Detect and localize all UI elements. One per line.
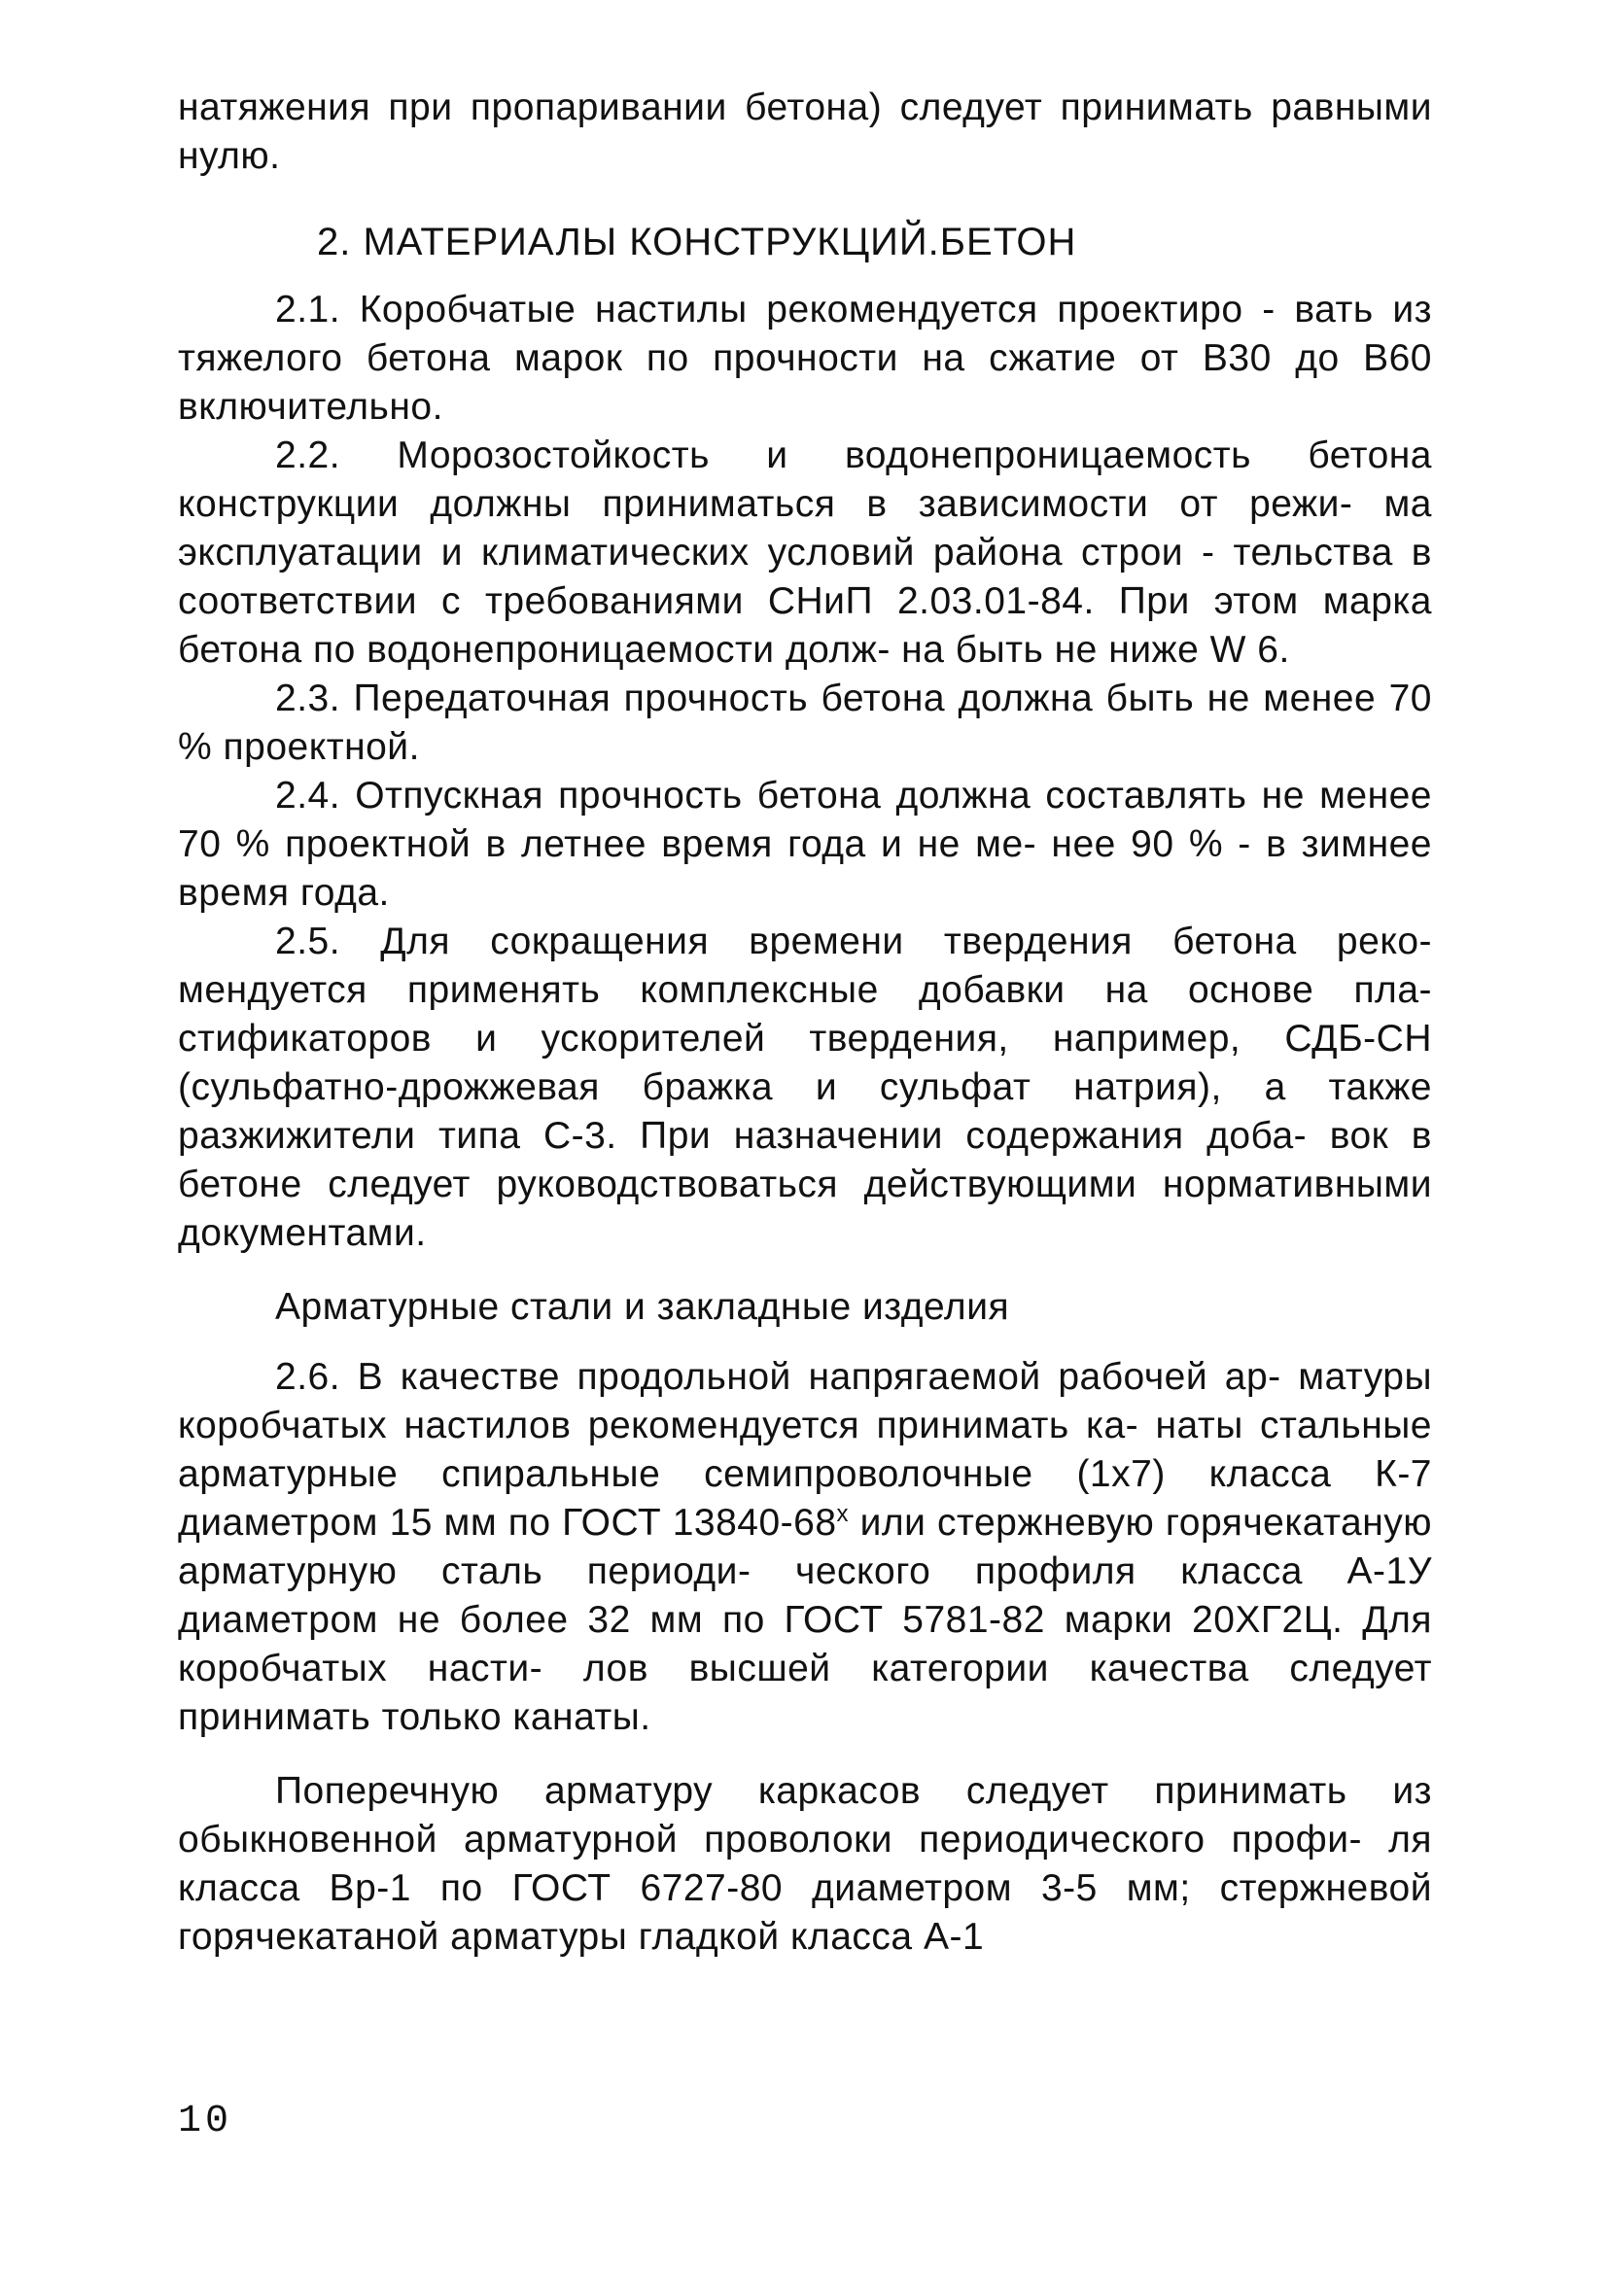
- intro-text: натяжения при пропаривании бетона) следует принимать равными нулю.: [178, 87, 1432, 177]
- section-heading: 2. МАТЕРИАЛЫ КОНСТРУКЦИЙ.БЕТОН: [317, 221, 1077, 263]
- paragraph-2-2: 2.2. Морозостойкость и водонепроницаемость бетона конструкции должны приниматься в зависимости от режи- ма эксплуатации и климатических условий района строи - тельства в соответствии с требованиями СНиП 2.03.01-84. При этом марка бетона по водонепроницаемости долж- на быть не ниже W 6.: [178, 435, 1432, 671]
- paragraph-2-4: 2.4. Отпускная прочность бетона должна составлять не менее 70 % проектной в летнее время года и не ме- нее 90 % - в зимнее время года.: [178, 775, 1432, 914]
- paragraph-2-1: 2.1. Коробчатые настилы рекомендуется проектиро - вать из тяжелого бетона марок по прочности на сжатие от В30 до В60 включительно.: [178, 289, 1432, 428]
- document-body: [178, 84, 1432, 1962]
- paragraph-transverse-reinforcement: Поперечную арматуру каркасов следует принимать из обыкновенной арматурной проволоки периодического профи- ля класса Вр-1 по ГОСТ 6727-80 диаметром 3-5 мм; стержневой горячекатаной арматуры гладкой класса А-1: [178, 1770, 1432, 1958]
- subsection-heading: Арматурные стали и закладные изделия: [275, 1286, 1010, 1328]
- paragraph-2-6-part1: 2.6. В качестве продольной напрягаемой рабочей ар- матуры коробчатых настилов рекомендуется принимать ка- наты стальные арматурные спиральные семипроволочные (1х7) класса К-7 диаметром 15 мм по ГОСТ 13840-68: [178, 1356, 1432, 1544]
- paragraph-2-6: [178, 1353, 1432, 1742]
- paragraph-2-3: 2.3. Передаточная прочность бетона должна быть не менее 70 % проектной.: [178, 678, 1432, 768]
- paragraph-2-6-part2: или стержневую горячекатаную арматурную сталь периоди- ческого профиля класса А-1У диаметром не более 32 мм по ГОСТ 5781-82 марки 20ХГ2Ц. Для коробчатых насти- лов высшей категории качества следует принимать только канаты.: [178, 1502, 1432, 1738]
- paragraph-2-5: 2.5. Для сокращения времени твердения бетона реко- мендуется применять комплексные добавки на основе пла- стификаторов и ускорителей твердения, например, СДБ-СН (сульфатно-дрожжевая бражка и сульфат натрия), а также разжижители типа С-3. При назначении содержания доба- вок в бетоне следует руководствоваться действующими нормативными документами.: [178, 921, 1432, 1254]
- superscript-mark: х: [836, 1501, 850, 1527]
- page-number: 10: [178, 2100, 233, 2143]
